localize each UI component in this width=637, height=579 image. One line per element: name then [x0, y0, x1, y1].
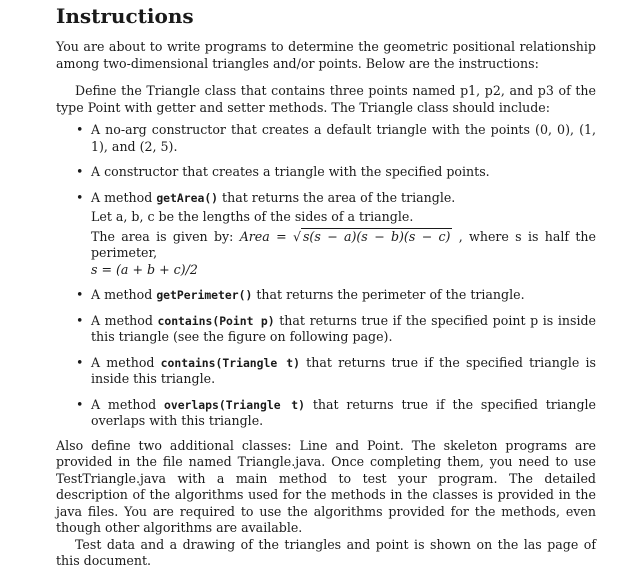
list-item: [56, 190, 596, 279]
list-item-text: A method: [91, 287, 157, 302]
definition-paragraph: Define the Triangle class that contains three points named p1, p2, and p3 of the type Point with getter and setter methods. The Triangle class should include:: [56, 83, 596, 115]
list-item: [56, 355, 596, 388]
intro-paragraph: You are about to write programs to determine the geometric positional relationship among two-dimensional triangles and/or points. Below are the instructions:: [56, 39, 596, 71]
formula-lhs: Area =: [239, 228, 293, 244]
list-item-text: A method: [91, 189, 157, 205]
code-getperimeter: getPerimeter(): [156, 288, 253, 302]
formula-suffix: , where s is half the perimeter,: [91, 228, 596, 260]
list-item-text: A method: [91, 354, 161, 370]
list-item-text: A method: [91, 312, 158, 328]
document-page: [56, 0, 596, 570]
list-item-text: that returns true if the specified point p is inside this triangle (see the figure on following page).: [91, 312, 596, 344]
method-list: [56, 122, 596, 430]
list-item: [56, 397, 596, 430]
list-item: [56, 287, 596, 304]
half-perimeter-formula: s = (a + b + c)/2: [91, 261, 198, 277]
test-data-paragraph: Test data and a drawing of the triangles and point is shown on the las page of this document.: [56, 536, 596, 568]
code-overlaps: overlaps(Triangle t): [163, 397, 305, 412]
formula-intro: The area is given by:: [91, 228, 240, 244]
list-item-text: A constructor that creates a triangle with the specified points.: [91, 164, 490, 179]
list-item-text: that returns the perimeter of the triangle.: [252, 287, 525, 302]
bullet-icon: •: [76, 164, 84, 179]
classes-paragraph: Also define two additional classes: Line and Point. The skeleton programs are provided in the file named Triangle.java. Once completing them, you need to use TestTriangle.java with a main method to test your program. The detailed description of the algorithms used for the methods in the classes is provided in the java files. You are required to use the algorithms provided for the methods, even though other algorithms are available.: [56, 437, 596, 535]
code-getarea: getArea(): [156, 190, 219, 205]
code-contains-point: contains(Point p): [157, 313, 275, 328]
list-item: [56, 122, 596, 155]
section-heading: Instructions: [56, 4, 194, 28]
list-item-text: A method: [91, 396, 164, 412]
code-contains-triangle: contains(Triangle t): [160, 355, 300, 370]
bullet-icon: •: [76, 396, 84, 412]
bullet-icon: •: [76, 354, 84, 370]
formula-sqrt: s(s − a)(s − b)(s − c): [302, 228, 451, 244]
bullet-icon: •: [76, 312, 84, 328]
list-item: [56, 164, 596, 181]
bullet-icon: •: [76, 122, 84, 137]
list-item-text: that returns the area of the triangle.: [218, 189, 456, 205]
list-item-text: that returns true if the specified triangle overlaps with this triangle.: [91, 396, 597, 428]
list-item: [56, 313, 596, 346]
bullet-icon: •: [76, 287, 84, 302]
sides-line: Let a, b, c be the lengths of the sides of a triangle.: [91, 209, 414, 224]
list-item-text: that returns true if the specified triangle is inside this triangle.: [91, 354, 597, 386]
list-item-text: A no-arg constructor that creates a default triangle with the points (0, 0), (1, 1), and (2, 5).: [91, 122, 596, 154]
bullet-icon: •: [76, 189, 84, 205]
area-formula-line: The area is given by: Area = √ s(s − a)(s − b)(s − c) , where s is half the perimeter,: [91, 228, 596, 260]
